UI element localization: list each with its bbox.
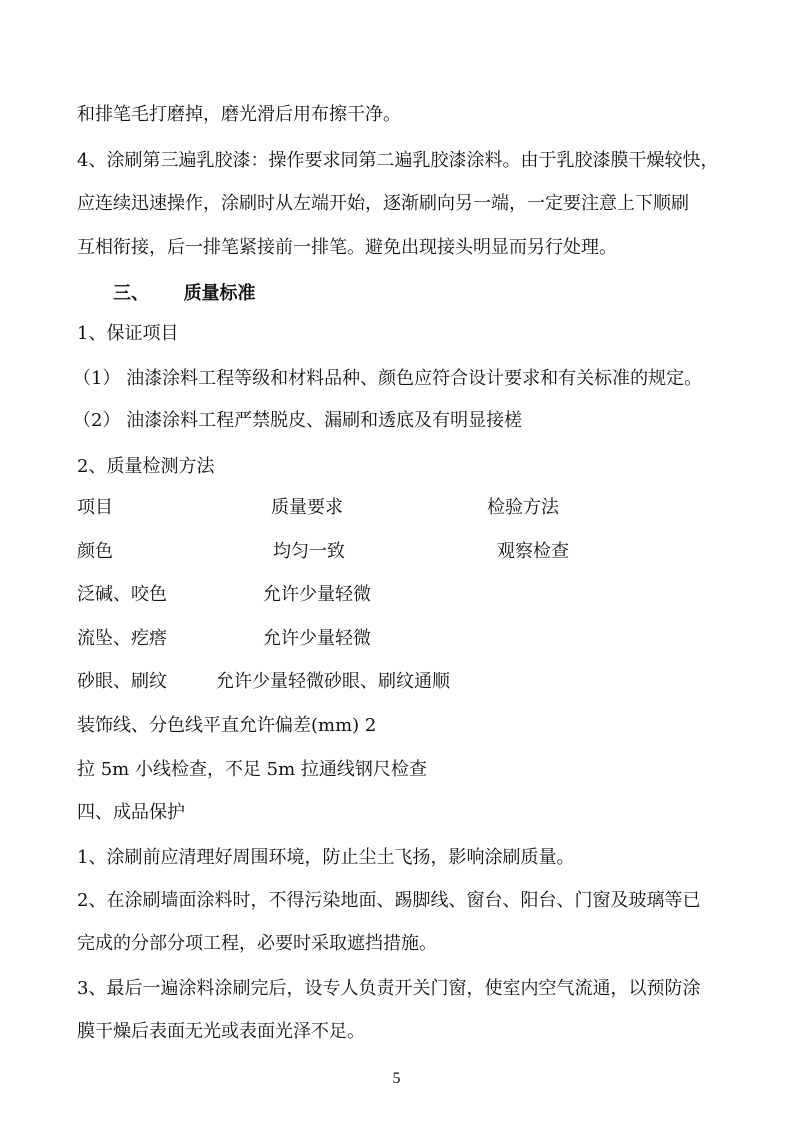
row-requirement: 允许少量轻微砂眼、刷纹通顺 (216, 671, 450, 692)
paragraph-line: 和排笔毛打磨掉，磨光滑后用布擦干净。 (77, 104, 401, 125)
row-requirement: 允许少量轻微 (263, 628, 371, 649)
column-header-method: 检验方法 (487, 497, 559, 518)
subheading-inspection-methods: 2、质量检测方法 (77, 456, 215, 477)
paragraph-line: 互相衔接，后一排笔紧接前一排笔。避免出现接头明显而另行处理。 (77, 237, 617, 258)
list-item: （2） 油漆涂料工程严禁脱皮、漏刷和透底及有明显接槎 (73, 410, 523, 431)
subheading-guarantee-items: 1、保证项目 (77, 323, 179, 344)
paragraph-line: 完成的分部分项工程，必要时采取遮挡措施。 (77, 933, 437, 954)
paragraph-line: 应连续迅速操作，涂刷时从左端开始，逐渐刷向另一端，一定要注意上下顺刷 (77, 193, 689, 214)
section-heading-title: 质量标准 (183, 283, 256, 304)
column-header-requirement: 质量要求 (271, 497, 343, 518)
paragraph-line: 2、在涂刷墙面涂料时，不得污染地面、踢脚线、窗台、阳台、门窗及玻璃等已 (77, 890, 701, 911)
row-item: 流坠、疙瘩 (77, 628, 167, 649)
row-item: 颜色 (77, 541, 113, 562)
deviation-line: 装饰线、分色线平直允许偏差(mm) 2 (77, 715, 377, 736)
row-method: 观察检查 (497, 541, 569, 562)
column-header-item: 项目 (77, 497, 113, 518)
list-item: （1） 油漆涂料工程等级和材料品种、颜色应符合设计要求和有关标准的规定。 (73, 368, 703, 389)
method-line: 拉 5m 小线检查，不足 5m 拉通线钢尺检查 (77, 759, 427, 780)
paragraph-line: 1、涂刷前应清理好周围环境，防止尘土飞扬，影响涂刷质量。 (77, 847, 575, 868)
row-item: 泛碱、咬色 (77, 584, 167, 605)
row-requirement: 允许少量轻微 (263, 584, 371, 605)
section-heading-4: 四、成品保护 (77, 802, 185, 823)
page-number: 5 (392, 1070, 401, 1087)
paragraph-line: 膜干燥后表面无光或表面光泽不足。 (77, 1021, 365, 1042)
row-requirement: 均匀一致 (273, 541, 345, 562)
section-heading-number: 三、 (113, 283, 149, 304)
section-heading-3 (113, 283, 256, 305)
paragraph-line: 4、涂刷第三遍乳胶漆：操作要求同第二遍乳胶漆涂料。由于乳胶漆膜干燥较快， (77, 150, 719, 171)
paragraph-line: 3、最后一遍涂料涂刷完后，设专人负责开关门窗，使室内空气流通，以预防涂 (77, 978, 701, 999)
row-item: 砂眼、刷纹 (77, 671, 167, 692)
